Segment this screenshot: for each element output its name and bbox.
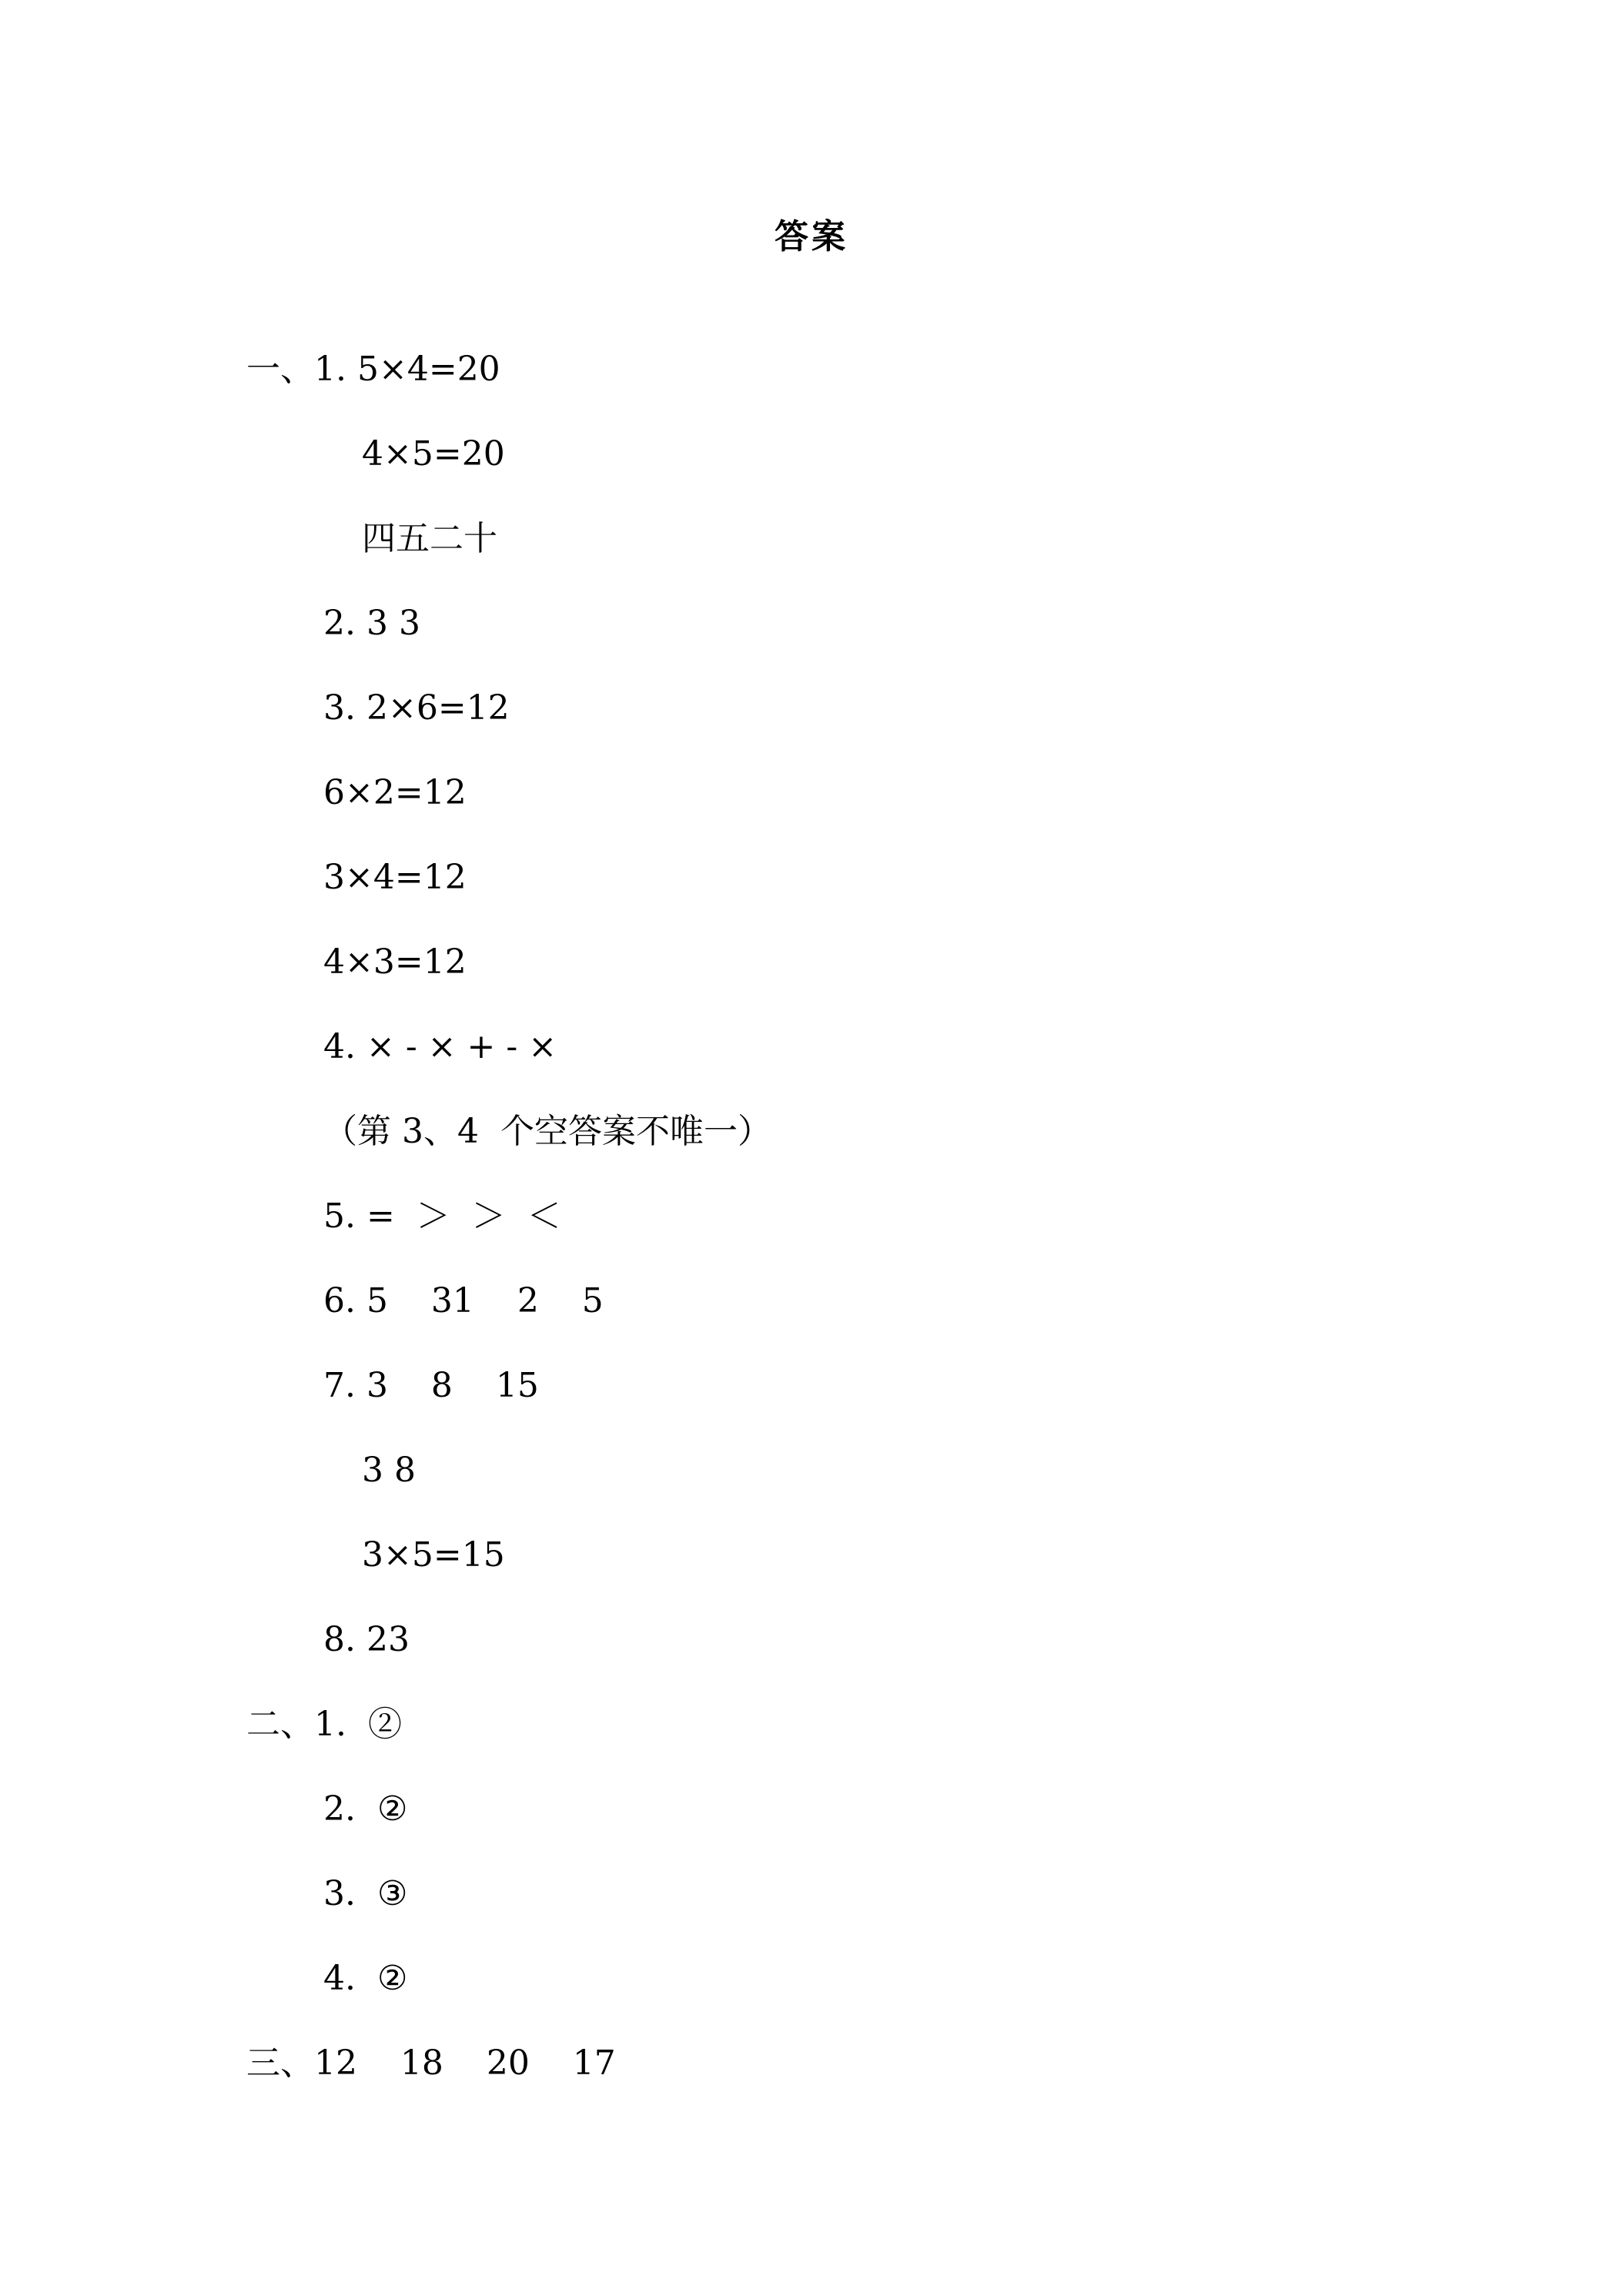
answer-line: 3×5=15 [362,1535,505,1575]
answer-line: 2. ② [323,1789,408,1829]
answer-line: 7. 3 8 15 [323,1366,539,1405]
answer-line: 4. × - × + - × [323,1027,557,1066]
answer-note: （第 3、4 个空答案不唯一） [323,1112,771,1151]
answer-line: 3 8 [362,1451,416,1490]
answer-line: 二、1. ② [246,1705,402,1744]
page-title: 答案 [775,217,848,256]
answer-line: 6×2=12 [323,773,467,812]
answer-line: 四五二十 [362,519,497,558]
answer-line: 3×4=12 [323,858,467,897]
answer-line: 8. 23 [323,1620,410,1659]
answer-line: 4×3=12 [323,942,467,982]
answer-line: 5. = ＞ ＞ ＜ [323,1197,561,1236]
answer-line: 4×5=20 [362,434,505,474]
answer-line: 2. 3 3 [323,604,420,643]
answer-line: 3. 2×6=12 [323,688,510,728]
answer-line: 3. ③ [323,1874,408,1913]
answer-line: 4. ② [323,1959,408,1998]
answer-line: 6. 5 31 2 5 [323,1281,604,1320]
answer-line: 三、12 18 20 17 [246,2043,616,2083]
answer-line: 一、1. 5×4=20 [246,350,500,389]
